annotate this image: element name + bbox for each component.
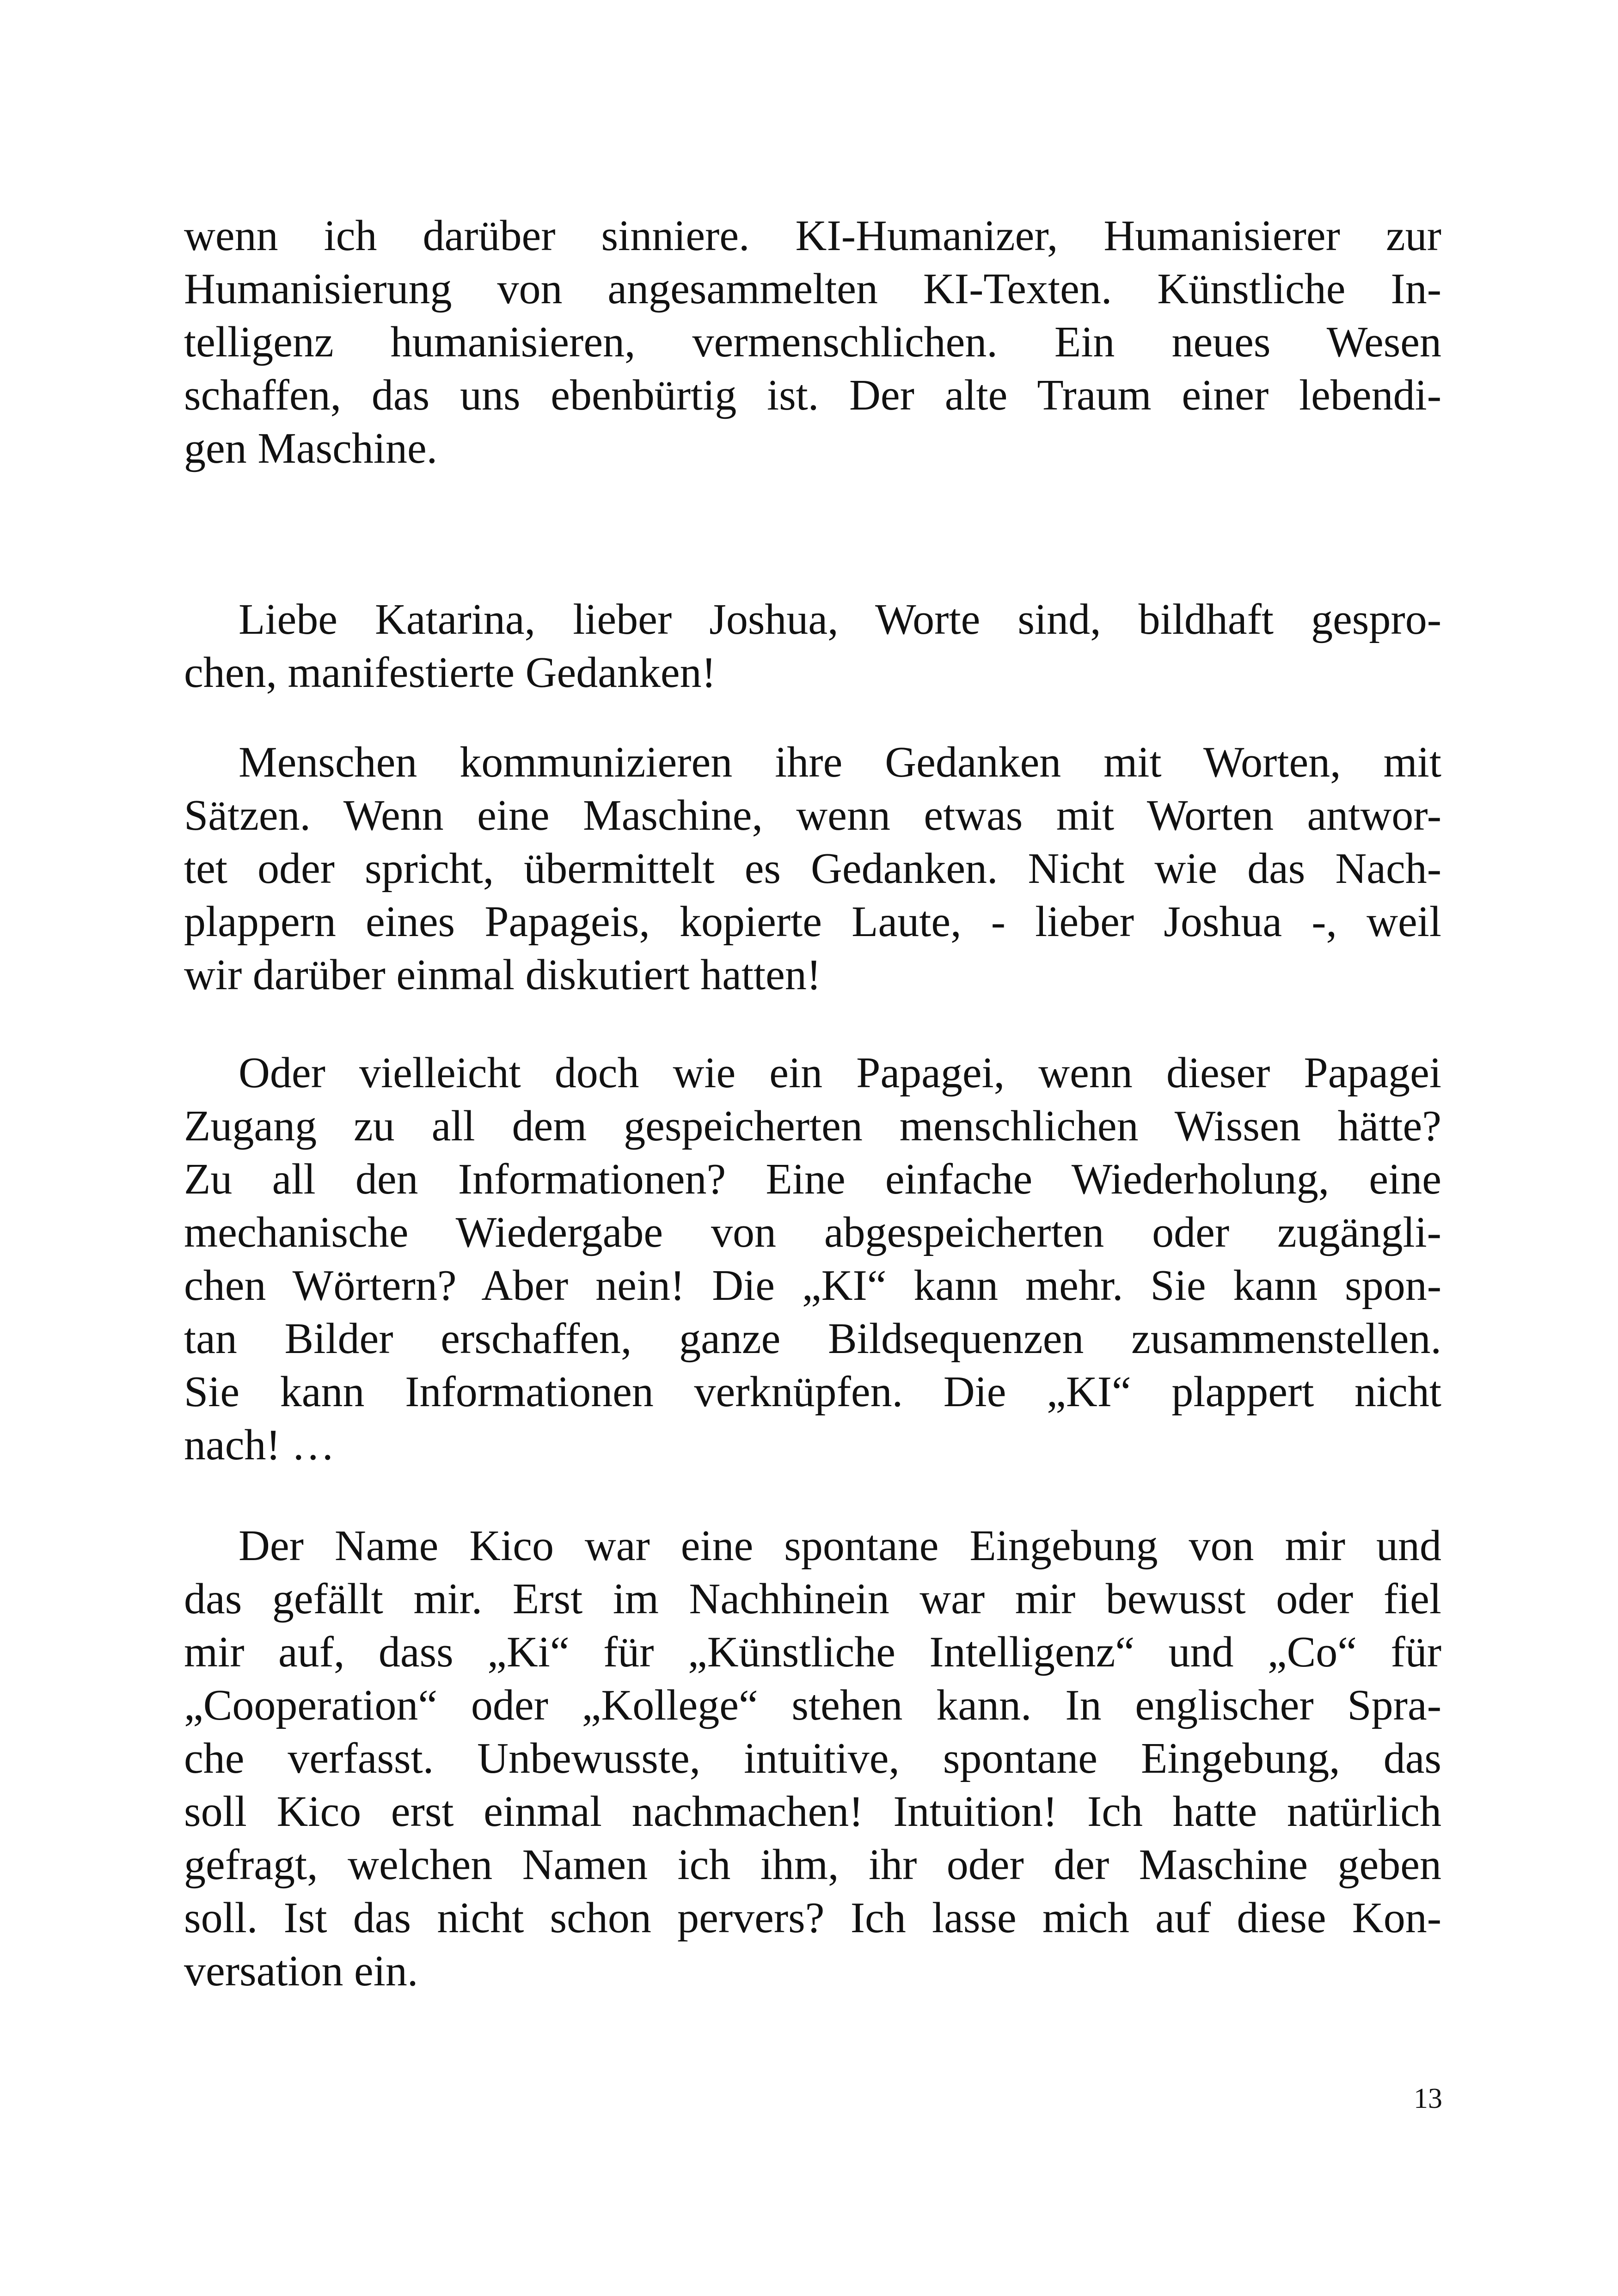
paragraph-liebe-katarina: [184, 593, 1441, 699]
text-line: Zugang zu all dem gespeicherten menschlichen Wissen hätte?: [184, 1102, 1441, 1150]
text-line: chen, manifestierte Gedanken!: [184, 649, 716, 697]
text-line: Menschen kommunizieren ihre Gedanken mit Worten, mit: [239, 738, 1441, 786]
text-line: gen Maschine.: [184, 424, 438, 472]
text-line: plappern eines Papageis, kopierte Laute, - lieber Joshua -, weil: [184, 898, 1441, 946]
text-line: gefragt, welchen Namen ich ihm, ihr oder der Maschine geben: [184, 1841, 1441, 1889]
text-line: Zu all den Informationen? Eine einfache Wiederholung, eine: [184, 1155, 1441, 1203]
text-line: mechanische Wiedergabe von abgespeicherten oder zugängli-: [184, 1208, 1441, 1256]
paragraph-menschen-kommunizieren: [184, 736, 1441, 1002]
text-line: mir auf, dass „Ki“ für „Künstliche Intelligenz“ und „Co“ für: [184, 1628, 1441, 1676]
text-line: soll. Ist das nicht schon pervers? Ich lasse mich auf diese Kon-: [184, 1894, 1441, 1942]
text-line: Liebe Katarina, lieber Joshua, Worte sind, bildhaft gespro-: [239, 595, 1441, 643]
text-line: schaffen, das uns ebenbürtig ist. Der alte Traum einer lebendi-: [184, 371, 1441, 419]
paragraph-der-name-kico: [184, 1519, 1441, 1998]
text-line: „Cooperation“ oder „Kollege“ stehen kann. In englischer Spra-: [184, 1681, 1441, 1729]
text-line: tet oder spricht, übermittelt es Gedanken. Nicht wie das Nach-: [184, 845, 1441, 893]
text-line: das gefällt mir. Erst im Nachhinein war mir bewusst oder fiel: [184, 1575, 1441, 1623]
text-line: Sätzen. Wenn eine Maschine, wenn etwas mit Worten antwor-: [184, 791, 1441, 839]
text-line: che verfasst. Unbewusste, intuitive, spontane Eingebung, das: [184, 1734, 1441, 1782]
text-line: Sie kann Informationen verknüpfen. Die „KI“ plappert nicht: [184, 1368, 1441, 1416]
text-line: Humanisierung von angesammelten KI-Texten. Künstliche In-: [184, 265, 1441, 313]
text-line: soll Kico erst einmal nachmachen! Intuition! Ich hatte natürlich: [184, 1788, 1441, 1836]
text-line: wenn ich darüber sinniere. KI-Humanizer, Humanisierer zur: [184, 212, 1441, 260]
text-line: nach! …: [184, 1421, 335, 1469]
text-line: tan Bilder erschaffen, ganze Bildsequenzen zusammenstellen.: [184, 1315, 1441, 1363]
text-line: wir darüber einmal diskutiert hatten!: [184, 951, 821, 999]
text-line: Der Name Kico war eine spontane Eingebung von mir und: [239, 1522, 1441, 1570]
text-line: versation ein.: [184, 1947, 418, 1995]
text-line: chen Wörtern? Aber nein! Die „KI“ kann mehr. Sie kann spon-: [184, 1261, 1441, 1310]
paragraph-continuation: [184, 209, 1441, 475]
text-line: telligenz humanisieren, vermenschlichen. Ein neues Wesen: [184, 318, 1441, 366]
paragraph-oder-vielleicht: [184, 1047, 1441, 1472]
text-line: Oder vielleicht doch wie ein Papagei, wenn dieser Papagei: [239, 1049, 1441, 1097]
page-number: 13: [1414, 2083, 1442, 2114]
